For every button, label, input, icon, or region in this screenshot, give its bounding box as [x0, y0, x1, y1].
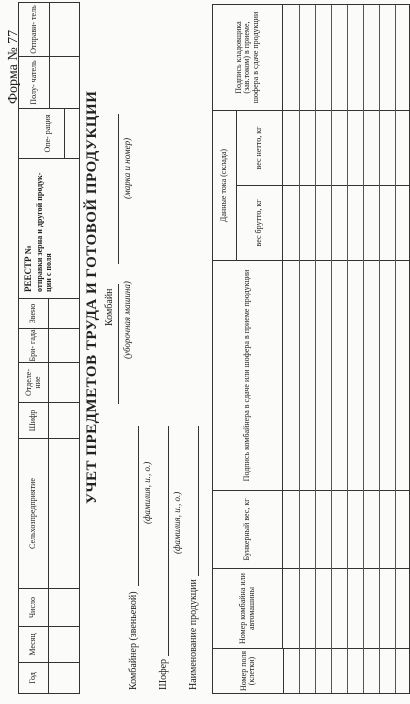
header-field-number: Номер поля (клетки)	[213, 649, 284, 693]
registry-subtitle: отправки зерна и другой продук- ции с поля	[35, 172, 54, 292]
table-row	[331, 5, 332, 693]
header-table	[18, 2, 80, 694]
col-recipient-label: Полу- чатель	[19, 57, 50, 108]
brand-line[interactable]	[118, 114, 119, 264]
divider	[49, 402, 79, 403]
header-gross-weight: вес брутто, кг	[237, 186, 283, 261]
header-yard-data: Данные тока (склада)	[213, 111, 237, 261]
driver-line[interactable]	[168, 426, 169, 656]
table-row	[363, 5, 364, 693]
col-enterprise: Сельхозпредприятие	[19, 439, 49, 589]
driver-label: Шофер	[158, 658, 169, 690]
col-unit: Звено	[19, 299, 49, 329]
col-department: Отделе- ние	[19, 363, 49, 403]
product-label: Наименование продукции	[188, 579, 199, 690]
col-recipient	[19, 57, 79, 109]
col-month: Месяц	[19, 627, 49, 663]
combine-value: Комбайн	[104, 288, 115, 326]
divider	[49, 328, 79, 329]
col-operation	[19, 109, 79, 159]
table-row	[315, 5, 316, 693]
divider	[49, 626, 79, 627]
col-operation-label: Опе- рация	[34, 109, 65, 158]
main-table	[212, 4, 410, 694]
header-vehicle-number: Номер комбайна или автомашины	[213, 569, 283, 649]
form-number: Форма № 77	[6, 29, 21, 104]
table-row	[347, 5, 348, 693]
col-brigade: Бри- гада	[19, 329, 49, 363]
header-bunker-weight: Бункерный вес, кг	[213, 491, 283, 569]
header-keeper-signature: Подпись кладовщика (зав.током) в приеме, шофера в сдаче продукции	[213, 5, 283, 111]
divider	[49, 662, 79, 663]
registry-cell	[19, 159, 79, 299]
col-code: Шифр	[19, 403, 49, 439]
divider	[49, 438, 79, 439]
col-day: Число	[19, 589, 49, 627]
table-row	[299, 5, 300, 693]
driver-hint: (фамилия, и., о.)	[172, 491, 182, 554]
registry-title: РЕЕСТР №	[23, 245, 33, 292]
combiner-line[interactable]	[138, 426, 139, 586]
product-line[interactable]	[198, 426, 199, 576]
brand-hint: (марка и номер)	[122, 137, 132, 199]
combiner-hint: (фамилия, и., о.)	[142, 461, 152, 524]
col-sender	[19, 3, 79, 57]
table-row	[395, 5, 396, 693]
combine-line[interactable]	[118, 284, 119, 404]
combiner-label: Комбайнер (звеньевой)	[128, 591, 139, 690]
col-year: Год	[19, 663, 49, 693]
table-row	[379, 5, 380, 693]
header-combiner-signature: Подпись комбайнера в сдаче или шофера в приеме продукции	[213, 261, 283, 491]
combine-hint: (уборочная машина)	[122, 281, 132, 359]
header-net-weight: вес нетто, кг	[237, 111, 283, 186]
divider	[49, 362, 79, 363]
col-sender-label: Отправи- тель	[19, 3, 50, 56]
divider	[49, 588, 79, 589]
page-title: УЧЕТ ПРЕДМЕТОВ ТРУДА И ГОТОВОЙ ПРОДУКЦИИ	[84, 90, 100, 504]
